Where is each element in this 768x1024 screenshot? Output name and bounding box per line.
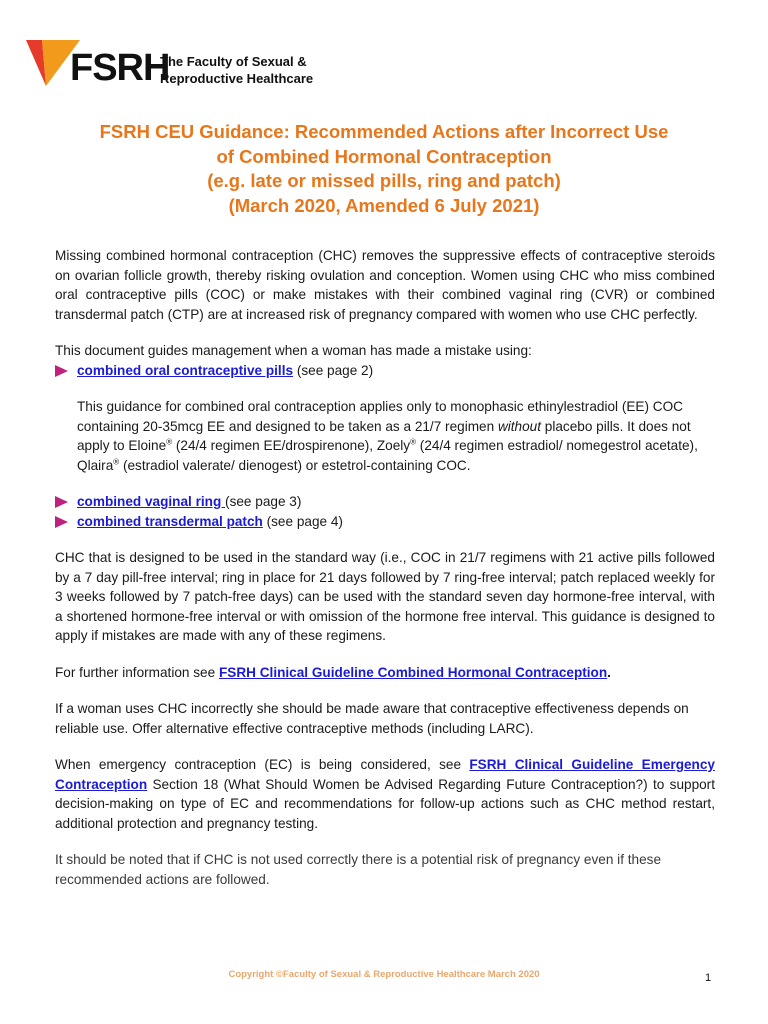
document-body — [55, 246, 715, 889]
title-line-4: (March 2020, Amended 6 July 2021) — [228, 194, 540, 216]
ring-page-ref: (see page 3) — [225, 494, 302, 509]
list-item-coc — [55, 361, 715, 381]
incorrect-use-paragraph: If a woman uses CHC incorrectly she should be made aware that contraceptive effectiveness depends on reliable use. Offer alternative effective contraceptive methods (including LARC). — [55, 701, 689, 736]
coc-note-text-b: placebo pills. It does not apply to Eloine — [77, 418, 691, 453]
coc-note-text-a: This guidance for combined oral contraception applies only to monophasic ethinylestradiol (EE) COC containing 20-35mcg EE and designed to be taken as a 21/7 regimen — [77, 399, 683, 434]
coc-page-ref: (see page 2) — [293, 362, 374, 378]
risk-note-paragraph: It should be noted that if CHC is not used correctly there is a potential risk of pregnancy even if these recommended actions are followed. — [55, 852, 662, 887]
guides-paragraph: This document guides management when a woman has made a mistake using: — [55, 343, 532, 358]
logo-subtitle-line2: Reproductive Healthcare — [160, 71, 314, 86]
ring-link[interactable]: combined vaginal ring — [77, 494, 226, 509]
list-item-ring — [55, 492, 715, 512]
patch-page-ref: (see page 4) — [262, 513, 343, 529]
further-info-prefix: For further information see — [55, 664, 219, 680]
arrow-bullet-icon — [55, 365, 68, 377]
coc-note-text-c: (24/4 regimen EE/drospirenone), Zoely — [172, 438, 411, 453]
logo-subtitle-line1: The Faculty of Sexual & — [160, 54, 307, 69]
further-info-suffix: . — [607, 664, 611, 680]
arrow-bullet-icon — [55, 516, 68, 528]
patch-link[interactable]: combined transdermal patch — [77, 513, 263, 529]
further-info-paragraph — [55, 663, 715, 683]
registered-mark: ® — [166, 437, 173, 447]
coc-note — [55, 397, 715, 475]
emergency-prefix: When emergency contraception (EC) is being considered, see — [55, 757, 470, 772]
page-number: 1 — [705, 972, 712, 984]
title-line-2: of Combined Hormonal Contraception — [216, 145, 552, 167]
copyright-footer: Copyright ©Faculty of Sexual & Reproductive Healthcare March 2020 — [228, 969, 540, 980]
regimen-paragraph: CHC that is designed to be used in the standard way (i.e., COC in 21/7 regimens with 21 active pills followed by a 7 day pill-free interval; ring in place for 21 days followed by 7 ring-free interval; patch replaced weekly for 3 weeks followed by 7 patch-free days) can be used with the standard seven day hormone-free interval, with a shortened hormone-free interval or with omission of the hormone free interval. This guidance is designed to apply if mistakes are made with any of these regimens. — [55, 550, 715, 643]
coc-note-without: without — [497, 418, 542, 434]
ec-guideline-link[interactable]: FSRH Clinical Guideline Emergency Contraception — [55, 757, 715, 792]
title-line-3: (e.g. late or missed pills, ring and patch) — [207, 170, 561, 191]
coc-link[interactable]: combined oral contraceptive pills — [77, 362, 294, 378]
coc-note-text-e: (estradiol valerate/ dienogest) or estetrol-containing COC. — [119, 457, 471, 473]
logo-subtitle — [160, 53, 313, 87]
emergency-paragraph — [55, 755, 715, 833]
list-item-patch — [55, 512, 715, 532]
coc-note-text-d: (24/4 regimen estradiol/ nomegestrol acetate), Qlaira — [77, 438, 698, 473]
arrow-bullet-icon — [55, 496, 68, 508]
emergency-suffix: Section 18 (What Should Women be Advised Regarding Future Contraception?) to support decision-making on type of EC and recommendations for follow-up actions such as CHC method restart, additional protection and pregnancy testing. — [55, 776, 715, 831]
logo-letters: FSRH — [70, 47, 170, 89]
intro-paragraph: Missing combined hormonal contraception (CHC) removes the suppressive effects of contraceptive steroids on ovarian follicle growth, thereby risking ovulation and conception. Women using CHC who miss combined oral contraceptive pills (COC) or make mistakes with their combined vaginal ring (CVR) or combined transdermal patch (CTP) are at increased risk of pregnancy compared with women who use CHC perfectly. — [55, 248, 715, 322]
chc-guideline-link[interactable]: FSRH Clinical Guideline Combined Hormonal Contraception — [218, 664, 608, 680]
fsrh-logo — [26, 40, 346, 90]
registered-mark: ® — [410, 437, 417, 447]
title-line-1: FSRH CEU Guidance: Recommended Actions after Incorrect Use — [99, 121, 669, 142]
document-title — [40, 120, 728, 218]
registered-mark: ® — [113, 456, 120, 466]
